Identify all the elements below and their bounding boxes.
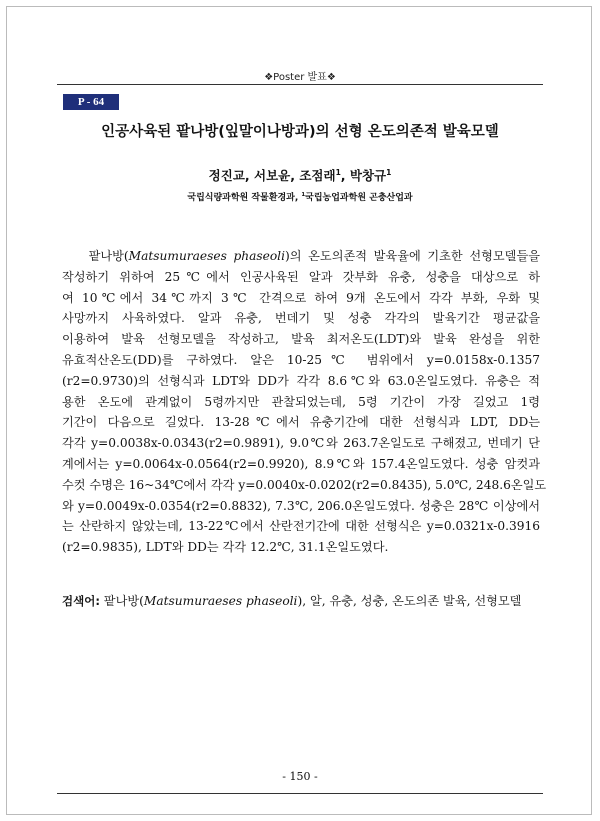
abstract-line: (r2=0.9835), LDT와 DD는 각각 12.2℃, 31.1온일도였다. — [62, 540, 389, 555]
abstract-line: 기간이 다음으로 길었다. 13-28℃에서 유충기간에 대한 선형식과 LDT, DD는 — [62, 415, 540, 430]
author-affil-mark: 1 — [335, 167, 341, 177]
paper-title: 인공사육된 팥나방(잎말이나방과)의 선형 온도의존적 발육모델 — [101, 124, 499, 140]
affiliations — [0, 190, 600, 203]
abstract-line: 여 10℃에서 34℃까지 3℃ 간격으로 하여 9개 온도에서 각각 부화, 우화 및 — [62, 290, 540, 305]
section-header: ❖Poster 발표❖ — [264, 72, 336, 83]
affiliation-2: 국립농업과학원 곤충산업과 — [305, 193, 413, 203]
poster-number-badge: P - 64 — [63, 94, 119, 110]
footer-rule — [57, 793, 543, 794]
keywords: 검색어: 팥나방(Matsumuraeses phaseoli), 알, 유충, 성충, 온도의존 발육, 선형모델 — [62, 594, 522, 608]
abstract-line: 계에서는 y=0.0064x-0.0564(r2=0.9920), 8.9℃와 157.4온일도였다. 성충 암컷과 — [62, 456, 540, 471]
author-group-2: , 박창규 — [340, 168, 387, 183]
abstract-line: 용한 온도에 관계없이 5령까지만 관찰되었는데, 5령 기간이 가장 길었고 1령 — [62, 394, 540, 409]
author-list — [0, 166, 600, 184]
affiliation-1: 국립식량과학원 작물환경과, — [187, 193, 302, 203]
abstract-line: 이용하여 발육 선형모델을 작성하고, 발육 최저온도(LDT)와 발육 완성을 위한 — [62, 332, 540, 347]
abstract-line: 사망까지 사육하였다. 알과 유충, 번데기 및 성충 각각의 발육기간 평균값을 — [62, 311, 540, 326]
abstract-line: 팥나방(Matsumuraeses phaseoli)의 온도의존적 발육율에 기초한 선형모델들을 — [88, 249, 540, 263]
page-number: - 150 - — [282, 770, 318, 783]
author-group-1: 정진교, 서보윤, 조점래 — [208, 168, 336, 183]
scientific-name: Matsumuraeses phaseoli — [143, 594, 298, 608]
abstract-body — [62, 246, 547, 558]
abstract-line: 각각 y=0.0038x-0.0343(r2=0.9891), 9.0℃와 263.7온일도로 구해졌고, 번데기 단 — [62, 436, 540, 451]
author-affil-mark: 1 — [386, 167, 392, 177]
abstract-line: 작성하기 위하여 25℃에서 인공사육된 알과 갓부화 유충, 성충을 대상으로 하 — [62, 269, 540, 284]
abstract-line: 는 산란하지 않았는데, 13-22℃에서 산란전기간에 대한 선형식은 y=0.0321x-0.3916 — [62, 519, 540, 534]
abstract-line: 유효적산온도(DD)를 구하였다. 알은 10-25℃ 범위에서 y=0.0158x-0.1357 — [62, 352, 540, 367]
header-rule — [57, 84, 543, 85]
abstract-line: 수컷 수명은 16~34℃에서 각각 y=0.0040x-0.0202(r2=0.8435), 5.0℃, 248.6온일도 — [62, 477, 547, 492]
keywords-label: 검색어: — [62, 594, 100, 608]
abstract-line: 와 y=0.0049x-0.0354(r2=0.8832), 7.3℃, 206.0온일도였다. 성충은 28℃ 이상에서 — [62, 498, 540, 513]
scientific-name: Matsumuraeses phaseoli — [128, 249, 285, 263]
abstract-line: (r2=0.9730)의 선형식과 LDT와 DD가 각각 8.6℃와 63.0온일도였다. 유충은 적 — [62, 373, 540, 388]
affiliation-mark: 1 — [301, 192, 306, 198]
